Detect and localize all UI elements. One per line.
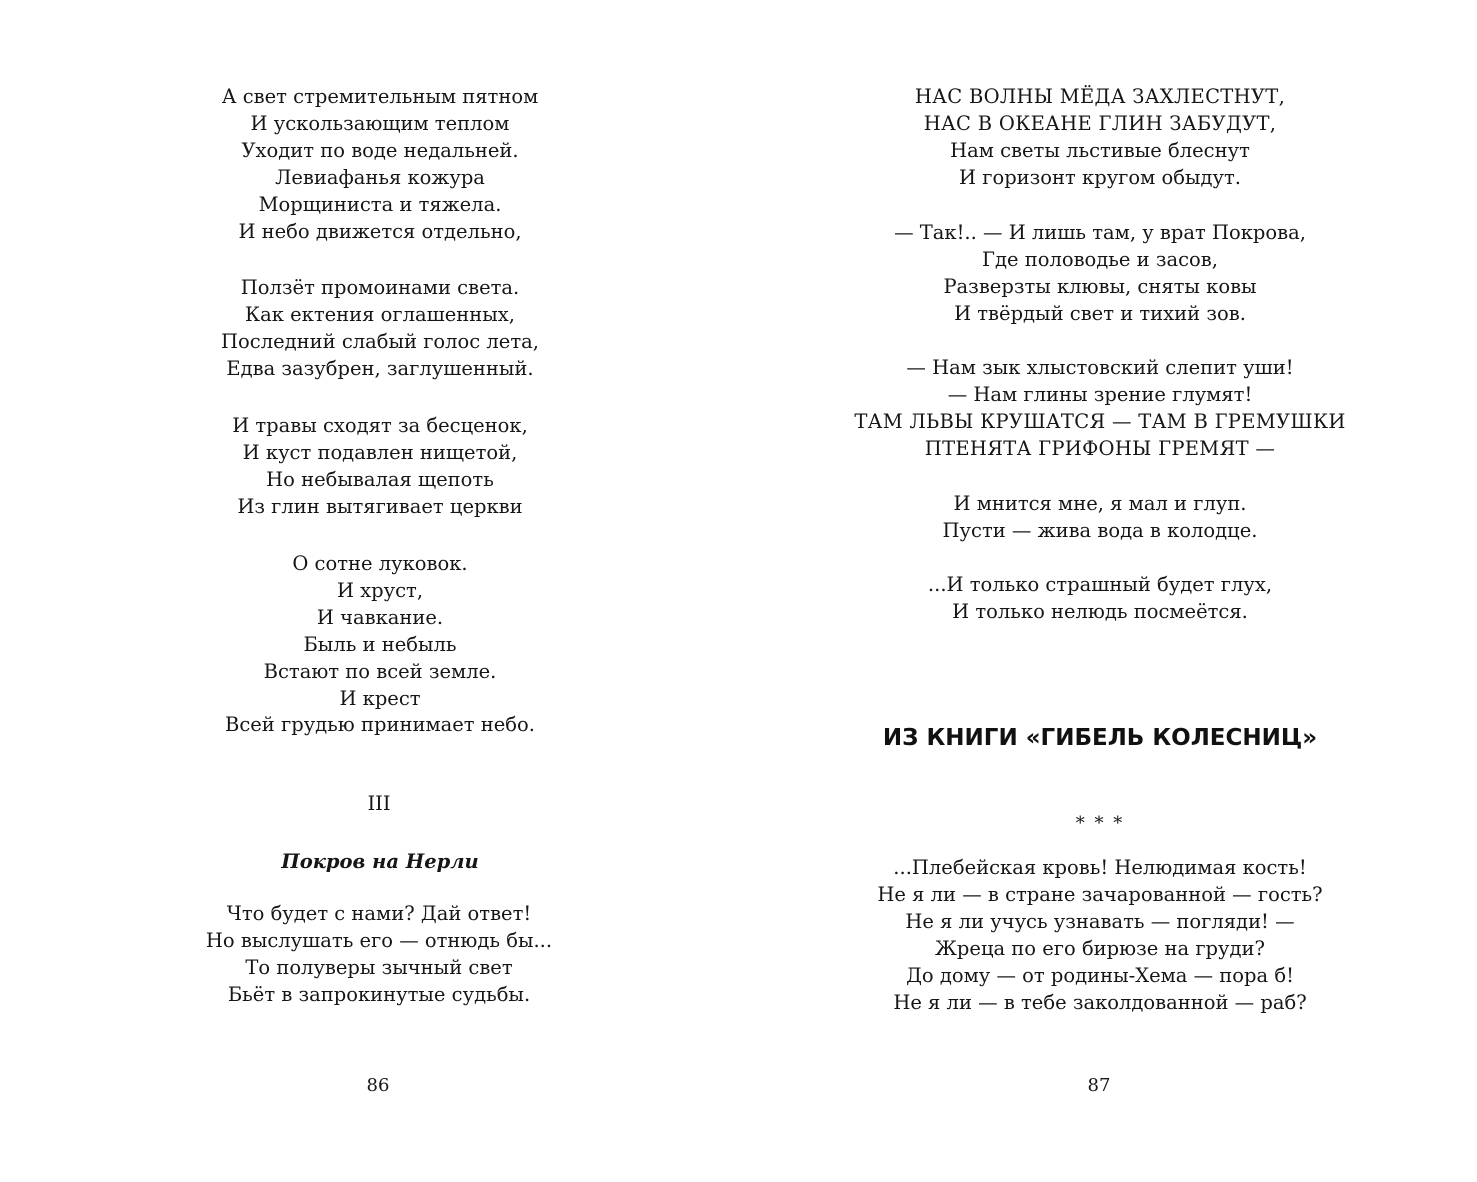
verse-line: И только нелюдь посмеётся. (952, 599, 1248, 623)
left-page (0, 0, 738, 1182)
verse-line: Что будет с нами? Дай ответ! (226, 902, 532, 925)
verse-line: Ползёт промоинами света. (240, 276, 520, 299)
verse-line: ТАМ ЛЬВЫ КРУШАТСЯ — ТАМ В ГРЕМУШКИ (854, 409, 1346, 433)
verse-line: НАС В ОКЕАНЕ ГЛИН ЗАБУДУТ, (923, 111, 1277, 135)
verse-line: И куст подавлен нищетой, (242, 440, 518, 464)
stanza (0, 275, 760, 383)
verse-line: Но выслушать его — отнюдь бы... (205, 928, 553, 952)
verse-line: ...И только страшный будет глух, (927, 573, 1273, 596)
verse-line: Уходит по воде недальней. (241, 138, 519, 162)
verse-line: Жреца по его бирюзе на груди? (935, 936, 1265, 960)
book-heading: ИЗ КНИГИ «ГИБЕЛЬ КОЛЕСНИЦ» (882, 725, 1318, 751)
page-number: 86 (366, 1075, 390, 1096)
poem-title: Покров на Нерли (281, 850, 479, 873)
verse-line: И хруст, (336, 578, 424, 602)
verse-line: — Нам глины зрение глумят! (947, 382, 1253, 406)
right-verse-block (738, 355, 1462, 463)
left-verse-block (0, 84, 760, 245)
verse-line: Морщиниста и тяжела. (258, 192, 502, 216)
stanza (738, 855, 1462, 1016)
stanza (738, 84, 1462, 192)
right-verse-block (738, 855, 1462, 1016)
verse-line: Последний слабый голос лета, (221, 329, 539, 353)
section-numeral: III (367, 792, 391, 815)
verse-line: Как ектения оглашенных, (244, 302, 515, 326)
stanza (0, 413, 760, 521)
verse-line: До дому — от родины-Хема — пора б! (906, 963, 1294, 987)
stanza (738, 491, 1462, 545)
verse-line: Быль и небыль (303, 632, 457, 656)
left-verse-block (0, 413, 760, 521)
stanza (738, 355, 1462, 463)
verse-line: Не я ли учусь узнавать — погляди! — (905, 909, 1295, 933)
verse-line: Но небывалая щепоть (266, 467, 494, 491)
verse-line: НАС ВОЛНЫ МЁДА ЗАХЛЕСТНУТ, (914, 85, 1286, 108)
verse-line: Бьёт в запрокинутые судьбы. (227, 982, 531, 1006)
verse-line: Не я ли — в стране зачарованной — гость? (877, 882, 1323, 906)
left-verse-block (0, 901, 758, 1009)
verse-line: И небо движется отдельно, (238, 219, 522, 243)
page-number: 87 (1087, 1075, 1111, 1096)
right-page (738, 0, 1477, 1182)
stanza (0, 84, 760, 245)
verse-line: О сотне луковок. (292, 552, 468, 575)
verse-line: Не я ли — в тебе заколдованной — раб? (893, 990, 1307, 1014)
right-verse-block (738, 491, 1462, 545)
stanza (738, 220, 1462, 328)
verse-line: То полуверы зычный свет (245, 955, 513, 979)
verse-line: Из глин вытягивает церкви (237, 494, 523, 518)
verse-line: Левиафанья кожура (275, 165, 485, 189)
verse-line: А свет стремительным пятном (221, 85, 539, 108)
verse-line: И мнится мне, я мал и глуп. (953, 492, 1247, 515)
stanza (0, 901, 758, 1009)
right-verse-block (738, 220, 1462, 328)
verse-line: Едва зазубрен, заглушенный. (226, 356, 534, 380)
stanza (738, 572, 1462, 626)
verse-line: — Так!.. — И лишь там, у врат Покрова, (894, 221, 1306, 244)
left-verse-block (0, 551, 760, 739)
verse-line: И крест (339, 686, 421, 710)
asterism: * * * (1075, 813, 1125, 834)
verse-line: — Нам зык хлыстовский слепит уши! (906, 356, 1294, 379)
verse-line: ...Плебейская кровь! Нелюдимая кость! (893, 856, 1307, 879)
verse-line: Всей грудью принимает небо. (225, 713, 535, 737)
verse-line: Встают по всей земле. (263, 659, 497, 683)
right-verse-block (738, 572, 1462, 626)
stanza (0, 551, 760, 739)
verse-line: И горизонт кругом обыдут. (959, 165, 1241, 189)
right-verse-block (738, 84, 1462, 192)
verse-line: ПТЕНЯТА ГРИФОНЫ ГРЕМЯТ — (924, 436, 1276, 460)
verse-line: И твёрдый свет и тихий зов. (954, 301, 1246, 325)
verse-line: И чавкание. (316, 605, 444, 629)
left-verse-block (0, 275, 760, 383)
verse-line: И ускользающим теплом (250, 111, 510, 135)
verse-line: Где половодье и засов, (982, 247, 1218, 271)
verse-line: Нам светы льстивые блеснут (950, 138, 1250, 162)
verse-line: Пусти — жива вода в колодце. (942, 518, 1258, 542)
verse-line: И травы сходят за бесценок, (232, 414, 528, 437)
verse-line: Разверзты клювы, сняты ковы (943, 274, 1257, 298)
